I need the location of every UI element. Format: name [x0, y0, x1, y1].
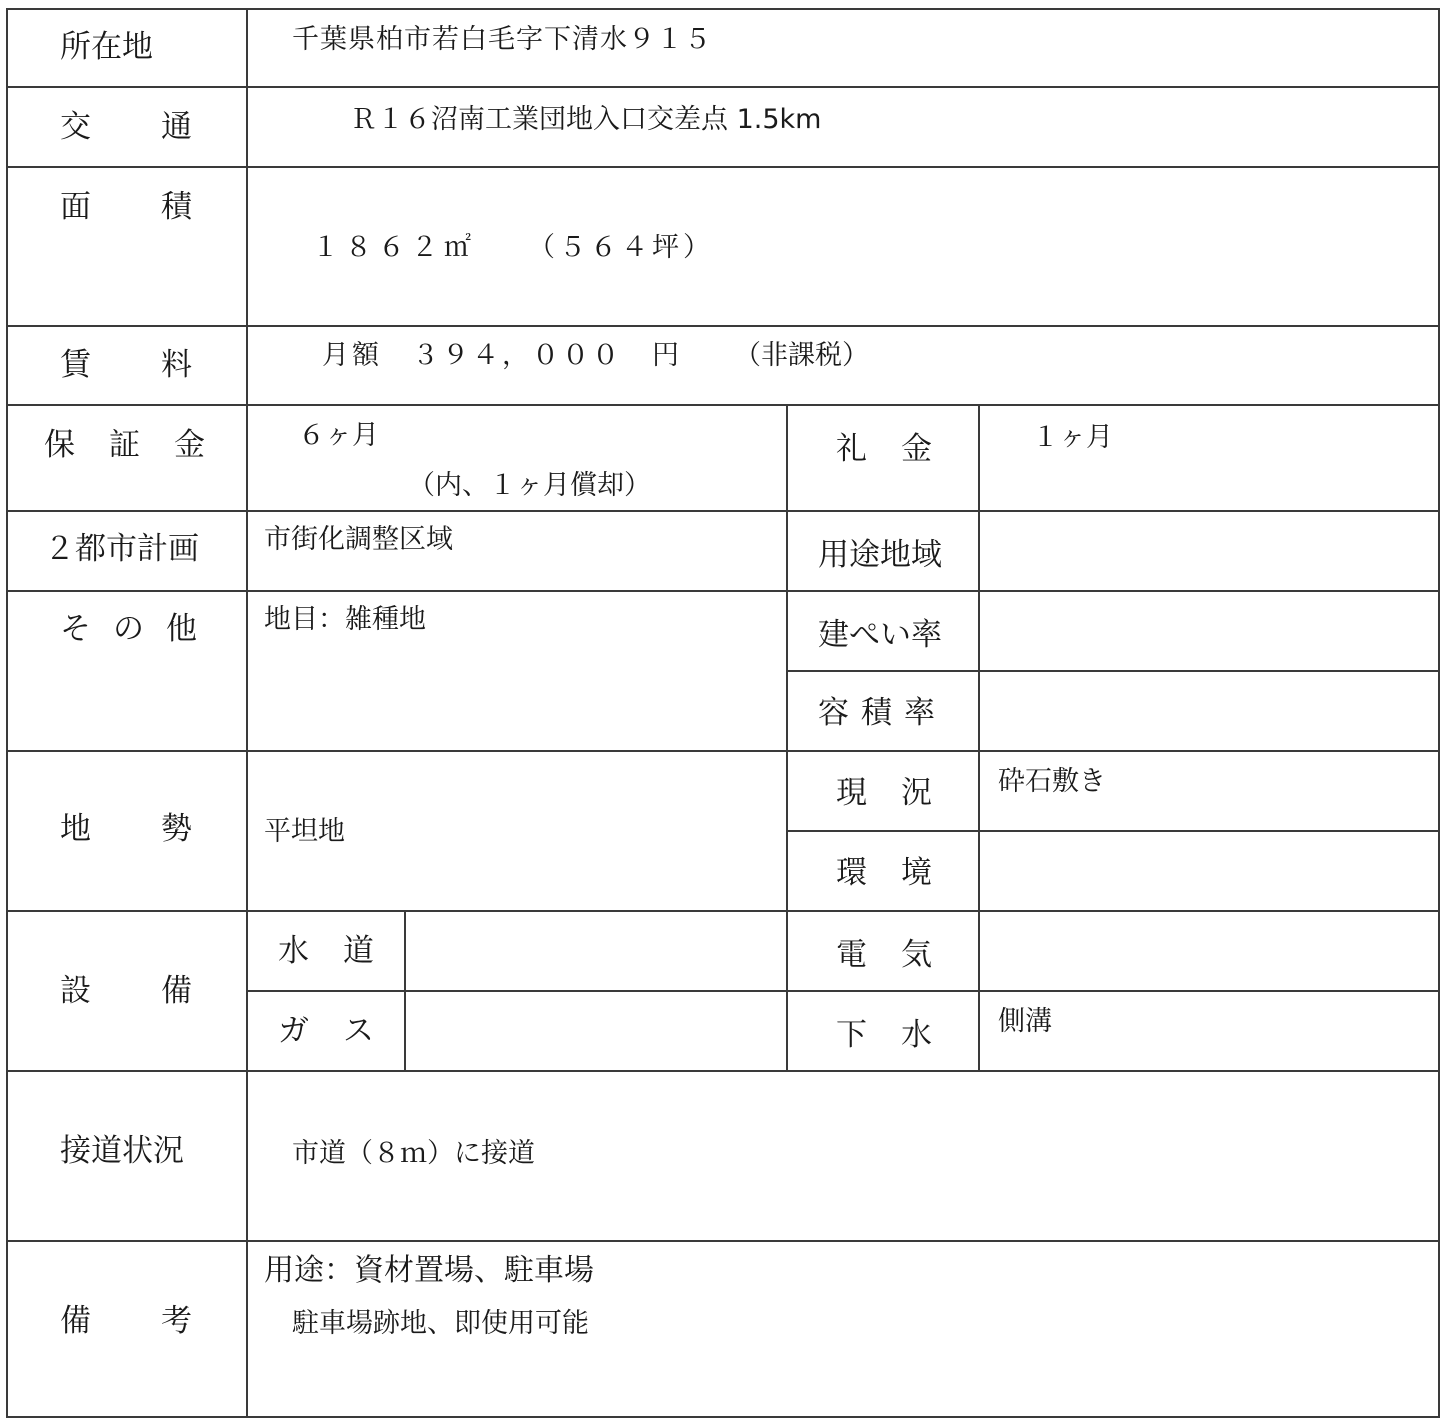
row-divider	[788, 670, 1440, 672]
remarks-line-1: 用途：資材置場、駐車場	[264, 1253, 594, 1288]
key-money-label: 礼金	[836, 431, 966, 467]
current-state-value: 砕石敷き	[998, 766, 1106, 797]
location-label	[60, 29, 194, 65]
access-value: Ｒ１６沼南工業団地入口交差点 1.5km	[350, 104, 822, 135]
rent-value: 月額 ３９４，０００ 円	[322, 340, 682, 371]
key-money-value: １ヶ月	[1032, 422, 1113, 453]
remarks-label: 備考	[60, 1303, 262, 1339]
right-label-column-divider	[978, 404, 980, 1072]
area-sqm-value: １８６２㎡	[312, 232, 477, 263]
other-value: 地目：雑種地	[264, 604, 426, 635]
sewer-value: 側溝	[998, 1006, 1052, 1037]
area-label: 面積	[60, 189, 262, 225]
other-label: その他	[60, 611, 219, 647]
environment-label: 環境	[836, 855, 966, 891]
row-divider	[6, 1070, 1440, 1072]
terrain-label: 地勢	[60, 811, 262, 847]
city-planning-value: 市街化調整区域	[264, 524, 453, 555]
row-divider	[6, 590, 1440, 592]
facilities-label: 設備	[60, 973, 262, 1009]
location-label-text: 所在地	[60, 29, 153, 65]
terrain-value: 平坦地	[264, 816, 345, 847]
row-divider	[6, 1240, 1440, 1242]
deposit-value: ６ヶ月	[298, 420, 379, 451]
deposit-label: 保証金	[44, 427, 239, 463]
row-divider	[6, 910, 1440, 912]
middle-column-divider	[786, 404, 788, 1072]
table-border-right	[1438, 8, 1440, 1418]
current-state-label: 現況	[836, 775, 966, 811]
road-access-label: 接道状況	[60, 1133, 184, 1169]
row-divider	[6, 750, 1440, 752]
access-label: 交通	[60, 109, 262, 145]
rent-tax-note: （非課税）	[734, 340, 869, 371]
row-divider	[6, 86, 1440, 88]
area-tsubo-value: （５６４坪）	[528, 232, 714, 263]
table-border-bottom	[6, 1416, 1440, 1418]
location-value: 千葉県柏市若白毛字下清水９１５	[292, 24, 712, 55]
gas-label: ガス	[278, 1013, 408, 1049]
table-border-top	[6, 8, 1440, 10]
sewer-label: 下水	[836, 1017, 966, 1053]
row-divider	[6, 404, 1440, 406]
city-planning-label: ２都市計画	[44, 531, 199, 567]
row-divider	[788, 830, 1440, 832]
road-access-value: 市道（８ｍ）に接道	[292, 1138, 535, 1169]
use-zone-label: 用途地域	[818, 537, 942, 573]
row-divider	[6, 166, 1440, 168]
coverage-ratio-label: 建ぺい率	[818, 617, 942, 653]
table-border-left	[6, 8, 8, 1418]
row-divider	[6, 510, 1440, 512]
floor-area-ratio-label: 容積率	[818, 695, 947, 731]
row-divider	[246, 990, 1440, 992]
deposit-note: （内、１ヶ月償却）	[408, 470, 651, 501]
remarks-line-2: 駐車場跡地、即使用可能	[292, 1308, 589, 1339]
row-divider	[6, 325, 1440, 327]
water-label: 水道	[278, 933, 408, 969]
rent-label: 賃料	[60, 347, 262, 383]
electricity-label: 電気	[836, 937, 966, 973]
